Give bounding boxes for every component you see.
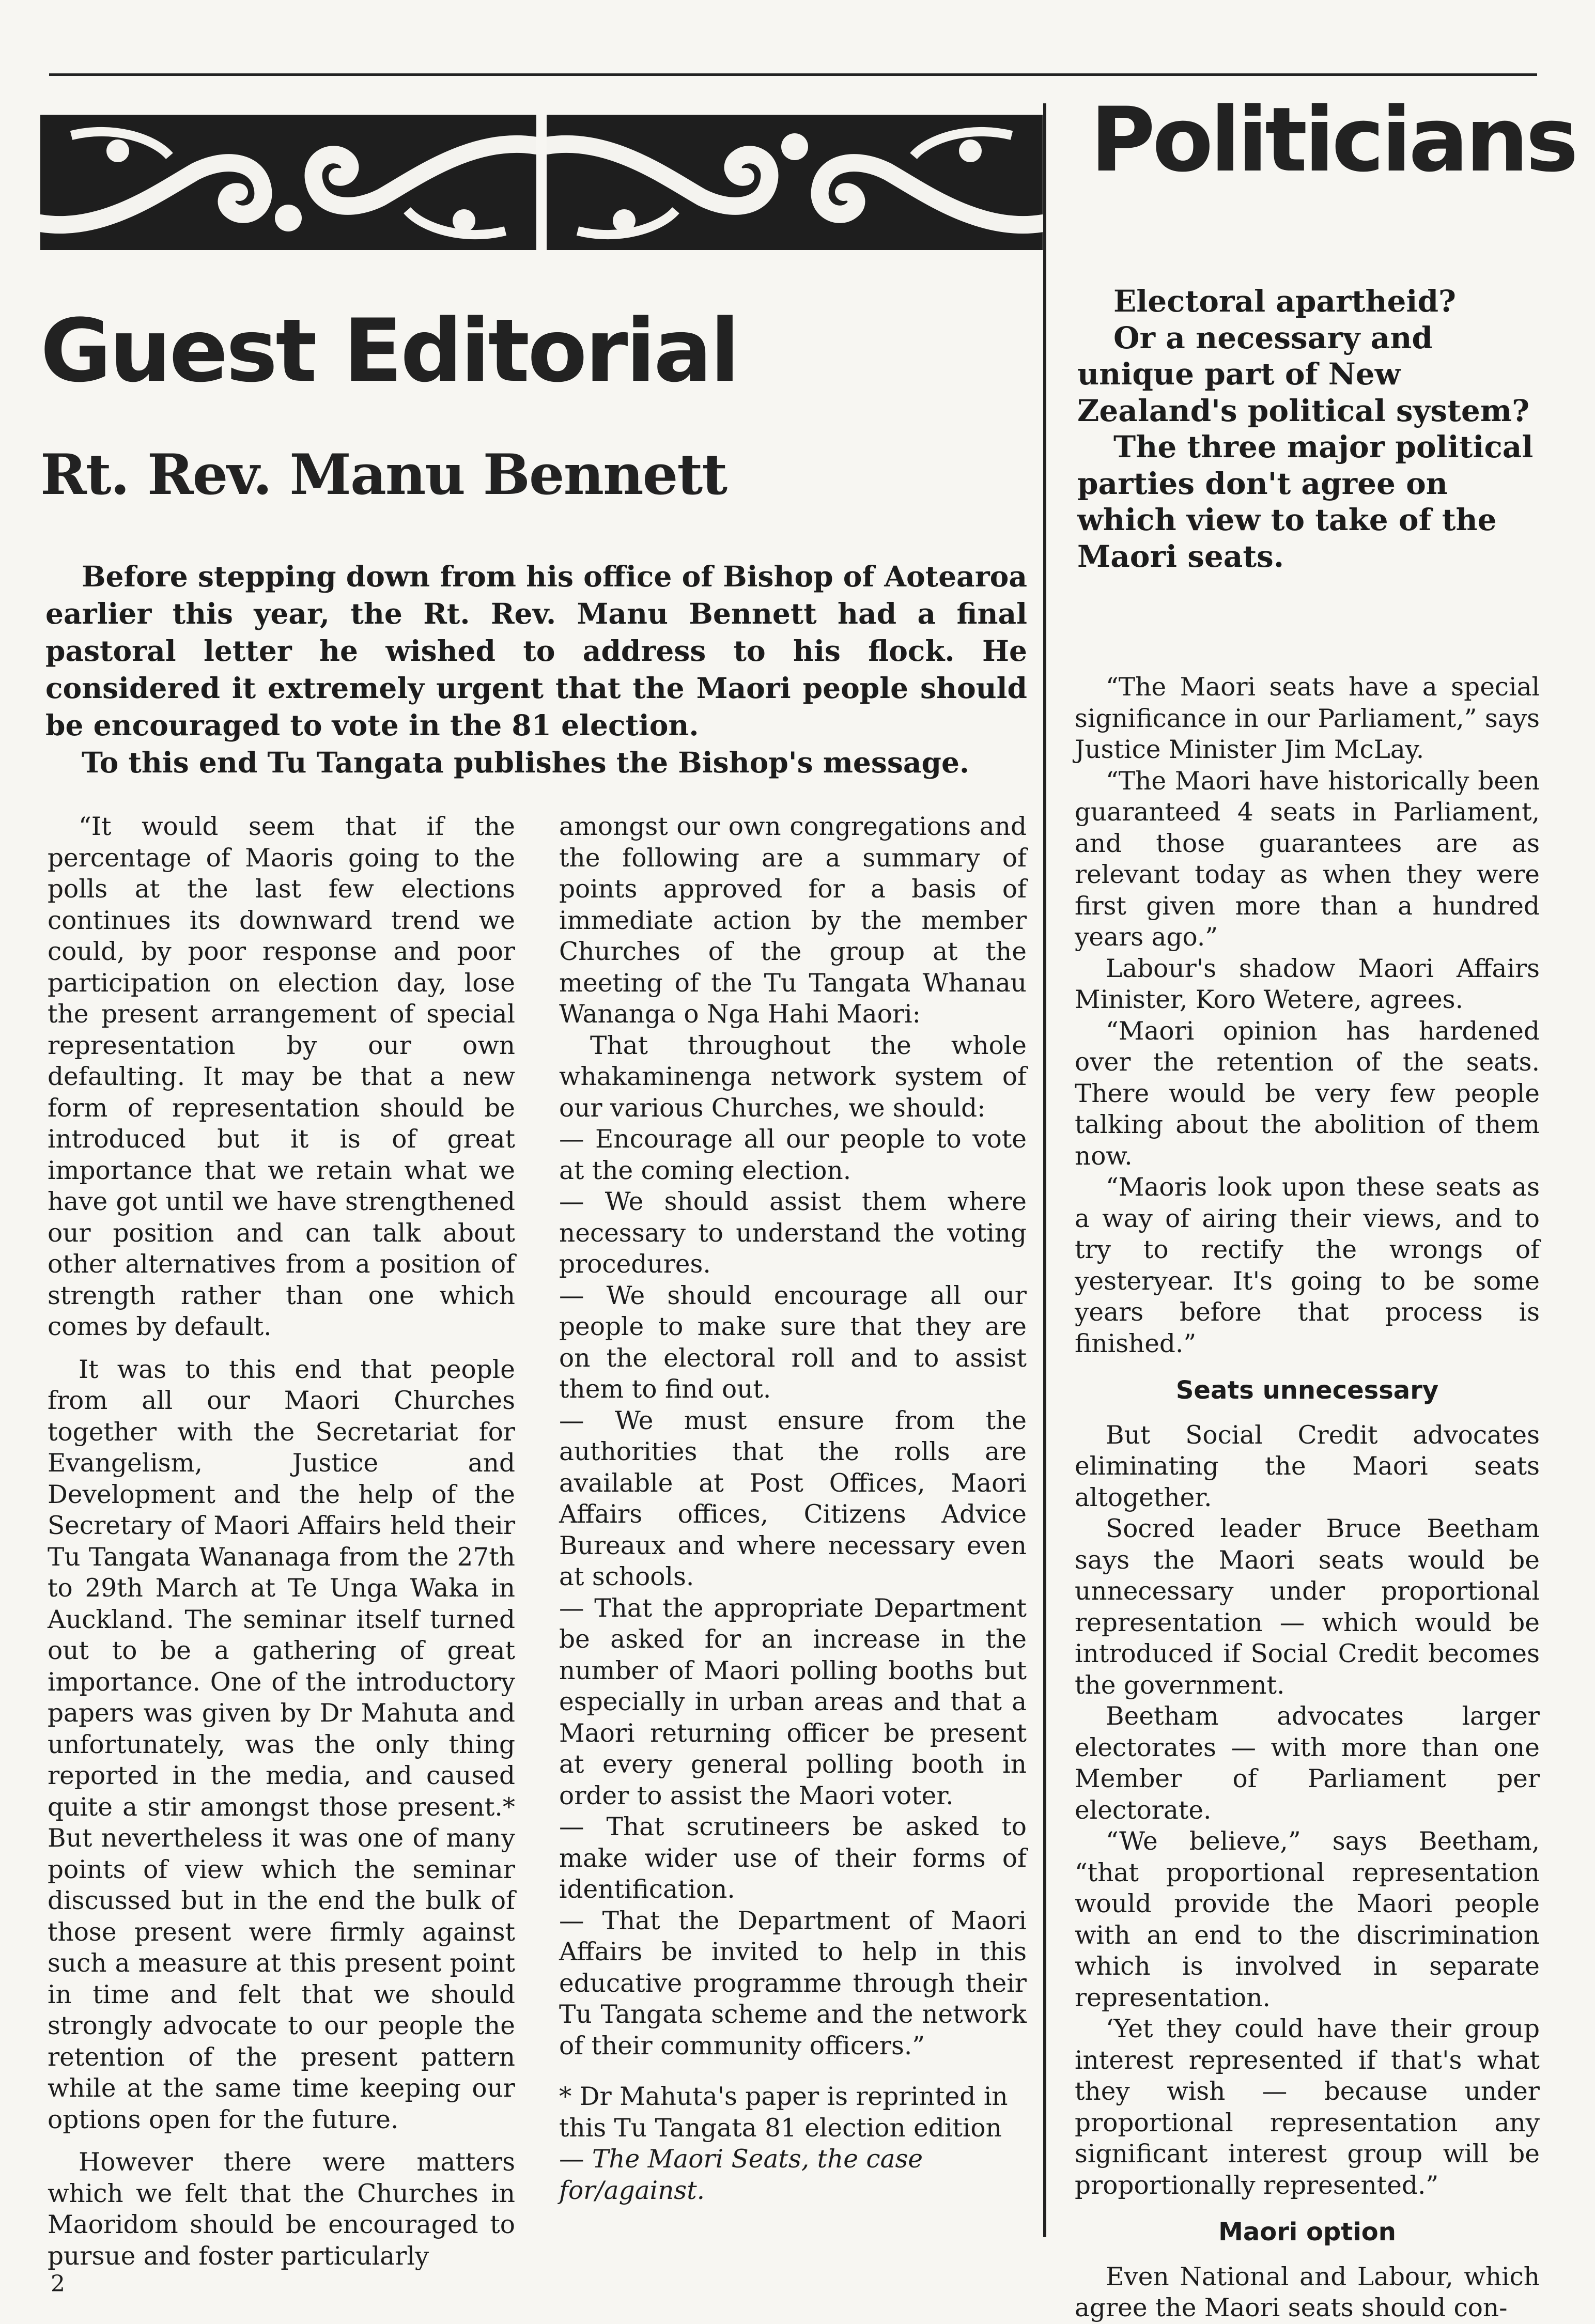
body-paragraph: amongst our own congregations and the following are a summary of points approved for a basis of immediate action by the member Churches of the group at the meeting of the Tu Tangata Whanau Wananga o Nga Hahi Maori: (559, 812, 1027, 1029)
intro-question: Electoral apartheid? (1113, 284, 1457, 319)
kowhaiwhai-panel-right (547, 115, 1043, 250)
politicians-title: Politicians (1090, 88, 1576, 192)
intro-question: Or a necessary and unique part of New Zealand's political system? (1077, 320, 1530, 428)
list-item: — That scrutineers be asked to make wider use of their forms of identification. (559, 1812, 1027, 1904)
body-paragraph: Beetham advocates larger electorates — with more than one Member of Parliament per electorate. (1075, 1702, 1540, 1825)
list-item: — We should encourage all our people to make sure that they are on the electoral roll and to assist them to find out. (559, 1281, 1027, 1404)
list-item: — That the Department of Maori Affairs be invited to help in this educative programme through their Tu Tangata scheme and the network of their community officers.” (559, 1906, 1027, 2060)
footnote-text: * Dr Mahuta's paper is reprinted in this Tu Tangata 81 election edition — (559, 2082, 1008, 2174)
editorial-title: Guest Editorial (40, 300, 738, 401)
intro-paragraph: To this end Tu Tangata publishes the Bishop's message. (82, 746, 970, 779)
list-item: — We should assist them where necessary to understand the voting procedures. (559, 1187, 1027, 1279)
body-paragraph: “Maoris look upon these seats as a way of airing their views, and to try to rectify the wrongs of yesteryear. It's going to be some years before that process is finished.” (1075, 1173, 1540, 1358)
editorial-intro (45, 558, 1027, 781)
editorial-column-2 (559, 811, 1027, 2206)
body-paragraph: “It would seem that if the percentage of Maoris going to the polls at the last few elections continues its downward trend we could, by poor response and poor participation on election day, lose the present arrangement of special representation by our own defaulting. It may be that a new form of representation should be introduced but it is of great importance that we retain what we have got until we have strengthened our position and can talk about other alternatives from a position of strength rather than one which comes by default. (48, 812, 515, 1341)
body-paragraph: Even National and Labour, which agree the Maori seats should con- (1075, 2262, 1540, 2322)
list-item: — That the appropriate Department be asked for an increase in the number of Maori polling booths but especially in urban areas and that a Maori returning officer be present at every general polling booth in order to assist the Maori voter. (559, 1593, 1027, 1810)
body-paragraph: It was to this end that people from all our Maori Churches together with the Secretariat for Evangelism, Justice and Development and the help of the Secretary of Maori Affairs held their Tu Tangata Wananaga from the 27th to 29th March at Te Unga Waka in Auckland. The seminar itself turned out to be a gathering of great importance. One of the introductory papers was given by Dr Mahuta and unfortunately, was the only thing reported in the media, and caused quite a stir amongst those present.* But nevertheless it was one of many points of view which the seminar discussed but in the end the bulk of those present were firmly against such a measure at this present point in time and felt that we should strongly advocate to our people the retention of the present pattern while at the same time keeping our options open for the future. (48, 1355, 515, 2134)
body-paragraph: Socred leader Bruce Beetham says the Maori seats would be unnecessary under proportional representation — which would be introduced if Social Credit becomes the government. (1075, 1514, 1540, 1700)
page-number: 2 (51, 2271, 65, 2297)
editorial-byline: Rt. Rev. Manu Bennett (40, 442, 727, 507)
body-paragraph: Labour's shadow Maori Affairs Minister, Koro Wetere, agrees. (1075, 954, 1540, 1014)
column-rule (1043, 103, 1046, 2237)
subheading: Maori option (1218, 2218, 1396, 2246)
body-paragraph: ‘Yet they could have their group interest represented if that's what they wish — because under proportional representation any significant interest group will be proportionally represented.” (1075, 2015, 1540, 2200)
list-item: — Encourage all our people to vote at the coming election. (559, 1125, 1027, 1185)
intro-paragraph: Before stepping down from his office of Bishop of Aotearoa earlier this year, the Rt. Rev. Manu Bennett had a final pastoral letter he wished to address to his flock. He considered it extremely urgent that the Maori people should be encouraged to vote in the 81 election. (45, 560, 1027, 742)
politicians-intro (1077, 283, 1540, 575)
body-paragraph: However there were matters which we felt that the Churches in Maoridom should be encouraged to pursue and foster particularly (48, 2148, 515, 2271)
body-paragraph: “We believe,” says Beetham, “that proportional representation would provide the Maori people with an end to the discrimination which is involved in separate representation. (1075, 1827, 1540, 2012)
top-rule (49, 73, 1537, 76)
politicians-column (1075, 672, 1540, 2324)
body-paragraph: But Social Credit advocates eliminating the Maori seats altogether. (1075, 1420, 1540, 1512)
footnote-italic-title: The Maori Seats, the case for/against. (559, 2145, 923, 2205)
footnote (559, 2081, 1027, 2206)
body-paragraph: That throughout the whole whakaminenga network system of our various Churches, we should: (559, 1031, 1027, 1123)
editorial-column-1 (48, 811, 515, 2272)
kowhaiwhai-banner (40, 115, 1043, 250)
body-paragraph: “The Maori seats have a special significance in our Parliament,” says Justice Minister Jim McLay. (1075, 673, 1540, 764)
kowhaiwhai-panel-left (40, 115, 536, 250)
body-paragraph: “Maori opinion has hardened over the retention of the seats. There would be very few people talking about the abolition of them now. (1075, 1016, 1540, 1171)
body-paragraph: “The Maori have historically been guaranteed 4 seats in Parliament, and those guarantees are as relevant today as when they were first given more than a hundred years ago.” (1075, 766, 1540, 952)
subheading: Seats unnecessary (1175, 1376, 1439, 1405)
list-item: — We must ensure from the authorities that the rolls are available at Post Offices, Maori Affairs offices, Citizens Advice Bureaux and where necessary even at schools. (559, 1406, 1027, 1591)
intro-statement: The three major political parties don't agree on which view to take of the Maori seats. (1077, 429, 1534, 574)
